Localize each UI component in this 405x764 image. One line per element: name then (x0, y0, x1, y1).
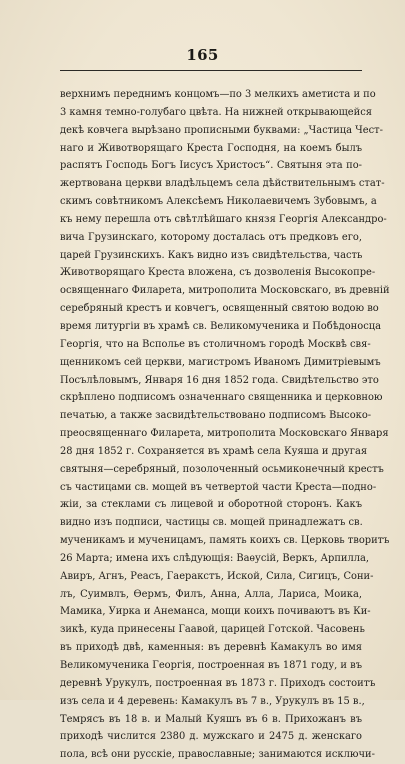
text-line: царей Грузинскихъ. Какъ видно изъ свидѣтельства, часть (60, 249, 363, 261)
text-line: распятъ Господь Богъ Іисусъ Христосъ“. Святыня эта по- (60, 160, 362, 172)
text-line: Авиръ, Агнъ, Реасъ, Гаеракстъ, Иской, Сила, Сигицъ, Сони- (60, 570, 374, 582)
text-line: Мамика, Уирка и Анеманса, мощи коихъ почиваютъ въ Ки- (60, 606, 371, 618)
text-line: зикѣ, куда принесены Гаавой, царицей Готской. Часовень (60, 624, 365, 636)
text-line: скрѣплено подписомъ означеннаго священника и церковною (60, 392, 383, 404)
text-line: печатью, а также засвидѣтельствовано подписомъ Высоко- (60, 410, 372, 422)
header-rule (60, 70, 362, 71)
text-line: 3 камня темно-голубаго цвѣта. На нижней открывающейся (60, 106, 372, 118)
text-line: серебряный крестъ и ковчегъ, освященный святою водою во (60, 303, 379, 315)
page-number: 165 (186, 46, 219, 64)
text-line: наго и Животворящаго Креста Господня, на коемъ былъ (60, 142, 362, 154)
text-line: преосвященнаго Филарета, митрополита Московскаго Января (60, 428, 389, 440)
text-line: Животворящаго Креста вложена, съ дозволенія Высокопре- (60, 267, 376, 279)
text-line: 28 дня 1852 г. Сохраняется въ храмѣ села Куяша и другая (60, 445, 368, 457)
text-line: вича Грузинскаго, которому досталась отъ предковъ его, (60, 231, 362, 243)
text-line: къ нему перешла отъ свѣтлѣйшаго князя Георгія Александро- (60, 213, 387, 225)
text-line: видно изъ подписи, частицы св. мощей принадлежатъ св. (60, 517, 363, 529)
text-line: Георгія, что на Всполье въ столичномъ городѣ Москвѣ свя- (60, 338, 371, 350)
text-line: Великомученика Георгія, построенная въ 1871 году, и въ (60, 660, 362, 671)
text-line: деревнѣ Урукулъ, построенная въ 1873 г. Приходъ состоитъ (60, 677, 376, 689)
text-line: пола, всѣ они русскіе, православные; занимаются исключи- (60, 749, 375, 761)
text-line: мученикамъ и мученицамъ, память коихъ св. Церковь творитъ (60, 535, 390, 547)
text-line: съ частицами св. мощей въ четвертой части Креста—подно- (60, 481, 377, 493)
text-line: декѣ ковчега вырѣзано прописными буквами: „Частица Чест- (60, 124, 383, 136)
text-line: Посълѣловымъ, Января 16 дня 1852 года. Свидѣтельство это (60, 374, 379, 386)
text-line: жіи, за стеклами съ лицевой и оборотной сторонъ. Какъ (60, 499, 362, 511)
text-line: освященнаго Филарета, митрополита Московскаго, въ древній (60, 285, 390, 297)
text-line: скимъ совѣтникомъ Алексѣемъ Николаевичемъ Зубовымъ, а (60, 196, 377, 208)
text-line: верхнимъ переднимъ концомъ—по 3 мелкихъ аметиста и по (60, 89, 376, 100)
text-line: Темрясъ въ 18 в. и Малый Куяшъ въ 6 в. Прихожанъ въ (60, 713, 362, 725)
text-line: святыня—серебряный, позолоченный осьмиконечный крестъ (60, 463, 384, 475)
text-line: изъ села и 4 деревень: Камакулъ въ 7 в., Урукулъ въ 15 в., (60, 695, 365, 707)
text-line: щенникомъ сей церкви, магистромъ Иваномъ Димитріевымъ (60, 356, 381, 368)
text-line: въ приходѣ двѣ, каменныя: въ деревнѣ Камакулъ во имя (60, 642, 362, 654)
page-body (60, 86, 390, 764)
text-line: 26 Марта; имена ихъ слѣдующія: Ваѳусій, Веркъ, Арпилла, (60, 552, 370, 564)
text-line: жертвована церкви владѣльцемъ села дѣйствительнымъ стат- (60, 178, 385, 190)
text-line: приходѣ числится 2380 д. мужскаго и 2475 д. женскаго (60, 731, 362, 743)
text-line: лъ, Суимвлъ, Ѳермъ, Филъ, Анна, Алла, Лариса, Моика, (60, 588, 362, 600)
text-line: время литургіи въ храмѣ св. Великомученика и Побѣдоносца (60, 320, 381, 332)
